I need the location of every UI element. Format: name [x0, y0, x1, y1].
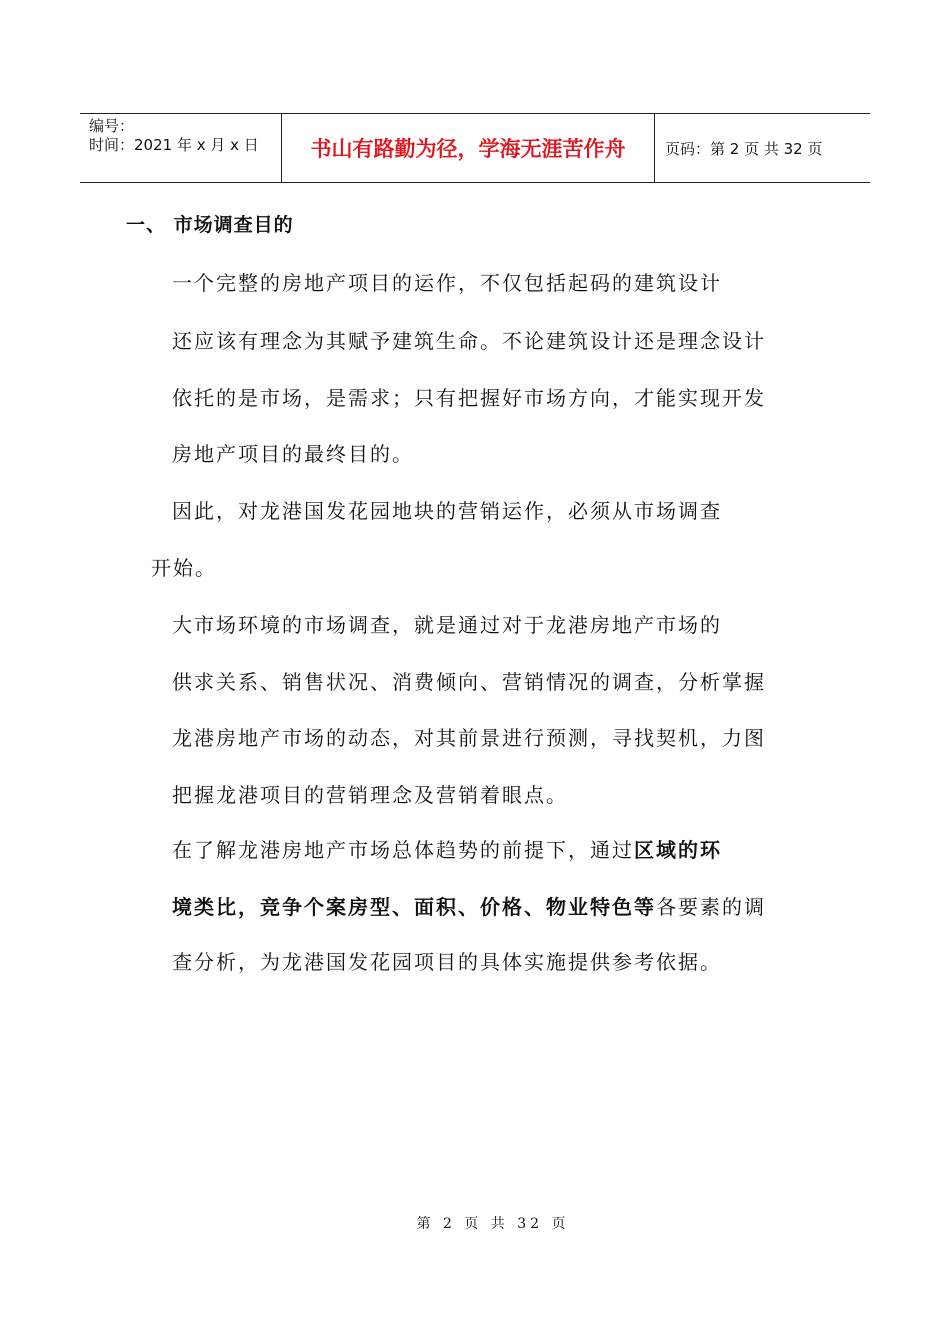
- document-header: [80, 113, 870, 183]
- paragraph-line: [172, 891, 766, 920]
- paragraph-line: 一个完整的房地产项目的运作，不仅包括起码的建筑设计: [172, 271, 722, 295]
- paragraph-line: 龙港房地产市场的动态，对其前景进行预测，寻找契机，力图: [172, 726, 766, 750]
- document-number-label: 编号：: [89, 117, 135, 135]
- line-text: 各要素的调: [656, 895, 766, 919]
- paragraph-line: 开始。: [151, 556, 217, 580]
- header-motto: 书山有路勤为径，学海无涯苦作舟: [282, 114, 655, 182]
- paragraph-line: 因此，对龙港国发花园地块的营销运作，必须从市场调查: [172, 499, 722, 523]
- paragraph-line: [172, 834, 722, 863]
- header-meta: [80, 114, 282, 182]
- paragraph-line: 把握龙港项目的营销理念及营销着眼点。: [172, 783, 568, 807]
- emphasis-text: 境类比，竞争个案房型、面积、价格、物业特色等: [172, 895, 656, 919]
- page-footer: 第 2 页 共 32 页: [416, 1216, 570, 1232]
- paragraph-line: 还应该有理念为其赋予建筑生命。不论建筑设计还是理念设计: [172, 329, 766, 353]
- paragraph-line: 查分析，为龙港国发花园项目的具体实施提供参考依据。: [172, 950, 722, 974]
- section-heading: 一、 市场调查目的: [126, 214, 294, 236]
- line-text: 在了解龙港房地产市场总体趋势的前提下，通过: [172, 838, 634, 862]
- paragraph-line: 大市场环境的市场调查，就是通过对于龙港房地产市场的: [172, 613, 722, 637]
- paragraph-line: 依托的是市场，是需求；只有把握好市场方向，才能实现开发: [172, 386, 766, 410]
- emphasis-text: 区域的环: [634, 838, 722, 862]
- paragraph-line: 供求关系、销售状况、消费倾向、营销情况的调查，分析掌握: [172, 670, 766, 694]
- header-page-info: 页码：第 2 页 共 32 页: [665, 139, 823, 158]
- document-date: 时间：2021 年 x 月 x 日: [89, 136, 259, 154]
- paragraph-line: 房地产项目的最终目的。: [172, 442, 414, 466]
